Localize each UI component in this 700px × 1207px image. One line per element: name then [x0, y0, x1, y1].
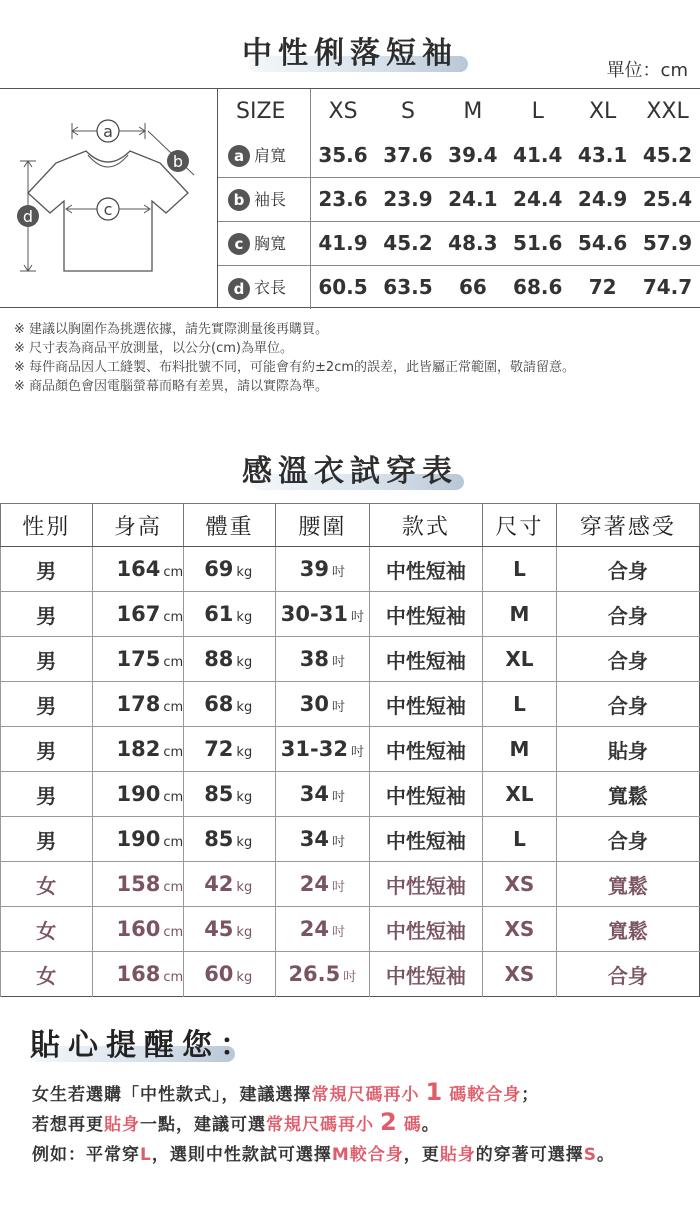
cell-feel: 合身 [556, 682, 699, 727]
cell-height: 175 cm [92, 637, 184, 682]
cell-gender: 男 [1, 682, 93, 727]
cell-height: 158 cm [92, 862, 184, 907]
cell: 37.6 [383, 142, 433, 167]
size-header-label: SIZE [218, 89, 310, 133]
cell: 39.4 [448, 142, 498, 167]
unit-label: 單位：cm [606, 60, 688, 81]
cell-weight: 69 kg [184, 547, 276, 592]
cell-waist: 30 吋 [276, 682, 370, 727]
cell: 41.9 [310, 221, 376, 265]
badge-a: a [228, 145, 250, 167]
cell: 66 [440, 265, 505, 309]
cell-height: 168 cm [92, 952, 184, 997]
size-col-m: M [463, 98, 483, 124]
cell: 63.5 [376, 265, 441, 309]
cell-feel: 合身 [556, 637, 699, 682]
cell-waist: 26.5 吋 [276, 952, 370, 997]
cell-weight: 61 kg [184, 592, 276, 637]
cell: 57.9 [635, 221, 700, 265]
tryon-row [1, 907, 700, 952]
tryon-row [1, 682, 700, 727]
svg-text:b: b [172, 152, 184, 171]
header-gender: 性別 [1, 504, 93, 547]
cell-weight: 72 kg [184, 727, 276, 772]
cell-waist: 39 吋 [276, 547, 370, 592]
row-label: 衣長 [254, 278, 287, 297]
cell: 24.9 [570, 177, 635, 221]
cell: 74.7 [635, 265, 700, 309]
cell-size: M [483, 727, 557, 772]
tryon-row [1, 547, 700, 592]
cell-gender: 男 [1, 592, 93, 637]
size-col-s: S [401, 98, 415, 124]
tryon-row [1, 862, 700, 907]
cell-waist: 31-32 吋 [276, 727, 370, 772]
shirt-diagram [0, 89, 218, 307]
cell: 41.4 [513, 142, 563, 167]
cell-size: L [483, 682, 557, 727]
cell: 60.5 [310, 265, 376, 309]
tryon-row [1, 952, 700, 997]
row-label: 袖長 [254, 189, 287, 209]
header-size: 尺寸 [483, 504, 557, 547]
cell-feel: 寬鬆 [556, 907, 699, 952]
cell-gender: 女 [1, 862, 93, 907]
cell-weight: 68 kg [184, 682, 276, 727]
cell-feel: 貼身 [556, 727, 699, 772]
size-row-chest [218, 221, 700, 265]
cell-size: XL [483, 772, 557, 817]
header-style: 款式 [369, 504, 482, 547]
size-chart [0, 88, 700, 308]
tryon-row [1, 727, 700, 772]
cell-style: 中性短袖 [369, 637, 482, 682]
cell-waist: 34 吋 [276, 772, 370, 817]
cell-style: 中性短袖 [369, 727, 482, 772]
cell-height: 182 cm [92, 727, 184, 772]
cell-feel: 合身 [556, 592, 699, 637]
cell-weight: 88 kg [184, 637, 276, 682]
size-notes [14, 320, 575, 396]
header-feel: 穿著感受 [556, 504, 699, 547]
tip-line-3: 例如：平常穿L，選則中性款試可選擇M較合身，更貼身的穿著可選擇S。 [32, 1145, 616, 1165]
cell-style: 中性短袖 [369, 907, 482, 952]
size-row-sleeve [218, 177, 700, 221]
cell-gender: 男 [1, 772, 93, 817]
tryon-section-title [0, 446, 700, 490]
cell: 54.6 [570, 221, 635, 265]
cell-style: 中性短袖 [369, 817, 482, 862]
cell-height: 190 cm [92, 772, 184, 817]
cell-gender: 男 [1, 727, 93, 772]
cell: 24.4 [505, 177, 570, 221]
size-col-xl: XL [588, 98, 617, 124]
cell: 72 [570, 265, 635, 309]
svg-text:c: c [103, 200, 113, 219]
cell-gender: 男 [1, 547, 93, 592]
tryon-title-text: 感溫衣試穿表 [242, 454, 458, 489]
size-title-text: 中性俐落短袖 [242, 36, 458, 71]
cell-weight: 85 kg [184, 817, 276, 862]
note: ※ 建議以胸圍作為挑選依據，請先實際測量後再購買。 [14, 322, 329, 337]
cell-style: 中性短袖 [369, 682, 482, 727]
svg-text:a: a [103, 122, 113, 141]
cell-size: M [483, 592, 557, 637]
cell-height: 190 cm [92, 817, 184, 862]
cell-weight: 45 kg [184, 907, 276, 952]
cell: 35.6 [318, 142, 368, 167]
cell: 24.1 [440, 177, 505, 221]
tip-line-2: 若想再更貼身一點，建議可選常規尺碼再小 2 碼。 [32, 1108, 440, 1136]
size-row-length [218, 265, 700, 309]
badge-b: b [228, 189, 250, 211]
tryon-row [1, 637, 700, 682]
tips-title-text: 貼心提醒您： [30, 1028, 258, 1063]
tryon-row [1, 772, 700, 817]
cell: 25.4 [635, 177, 700, 221]
size-section-title [0, 28, 700, 72]
cell-gender: 男 [1, 637, 93, 682]
tryon-row [1, 817, 700, 862]
cell-waist: 24 吋 [276, 907, 370, 952]
header-height: 身高 [92, 504, 184, 547]
cell-size: L [483, 547, 557, 592]
cell-size: L [483, 817, 557, 862]
note: ※ 每件商品因人工縫製、布料批號不同，可能會有約±2cm的誤差，此皆屬正常範圍，敬請留意。 [14, 360, 576, 375]
cell-size: XS [483, 952, 557, 997]
cell: 23.9 [376, 177, 441, 221]
size-col-xs: XS [328, 98, 358, 124]
cell-gender: 男 [1, 817, 93, 862]
cell-feel: 合身 [556, 952, 699, 997]
cell-waist: 30-31 吋 [276, 592, 370, 637]
cell-waist: 38 吋 [276, 637, 370, 682]
cell: 45.2 [376, 221, 441, 265]
cell-feel: 合身 [556, 817, 699, 862]
tryon-table [0, 503, 700, 997]
cell-feel: 寬鬆 [556, 772, 699, 817]
tips-title [30, 1020, 258, 1064]
cell: 45.2 [642, 142, 693, 167]
svg-text:d: d [22, 207, 34, 226]
tryon-header-row [1, 504, 700, 547]
cell-weight: 42 kg [184, 862, 276, 907]
cell-gender: 女 [1, 907, 93, 952]
size-col-l: L [531, 98, 544, 124]
note: ※ 商品顏色會因電腦螢幕而略有差異，請以實際為準。 [14, 379, 329, 394]
cell-feel: 寬鬆 [556, 862, 699, 907]
cell-style: 中性短袖 [369, 952, 482, 997]
cell-feel: 合身 [556, 547, 699, 592]
cell-waist: 24 吋 [276, 862, 370, 907]
cell-style: 中性短袖 [369, 592, 482, 637]
row-label: 胸寬 [254, 233, 287, 253]
badge-c: c [228, 233, 250, 255]
cell: 51.6 [505, 221, 570, 265]
cell-size: XL [483, 637, 557, 682]
cell-weight: 85 kg [184, 772, 276, 817]
cell-waist: 34 吋 [276, 817, 370, 862]
cell-height: 178 cm [92, 682, 184, 727]
cell: 23.6 [310, 177, 376, 221]
size-header-row [218, 89, 700, 133]
cell-height: 164 cm [92, 547, 184, 592]
cell-size: XS [483, 907, 557, 952]
badge-d: d [228, 278, 250, 300]
cell-size: XS [483, 862, 557, 907]
cell: 48.3 [440, 221, 505, 265]
cell-gender: 女 [1, 952, 93, 997]
tip-line-1: 女生若選購「中性款式」，建議選擇常規尺碼再小 1 碼較合身； [32, 1078, 540, 1106]
size-col-xxl: XXL [646, 98, 689, 124]
cell: 43.1 [577, 142, 628, 167]
tshirt-measure-icon [0, 89, 218, 307]
tryon-row [1, 592, 700, 637]
note: ※ 尺寸表為商品平放測量，以公分(cm)為單位。 [14, 341, 293, 356]
row-label: 肩寬 [254, 145, 287, 165]
cell: 68.6 [505, 265, 570, 309]
size-table [218, 89, 700, 309]
cell-height: 160 cm [92, 907, 184, 952]
cell-style: 中性短袖 [369, 547, 482, 592]
header-weight: 體重 [184, 504, 276, 547]
cell-weight: 60 kg [184, 952, 276, 997]
size-row-shoulder [218, 133, 700, 177]
header-waist: 腰圍 [276, 504, 370, 547]
cell-style: 中性短袖 [369, 772, 482, 817]
cell-height: 167 cm [92, 592, 184, 637]
cell-style: 中性短袖 [369, 862, 482, 907]
